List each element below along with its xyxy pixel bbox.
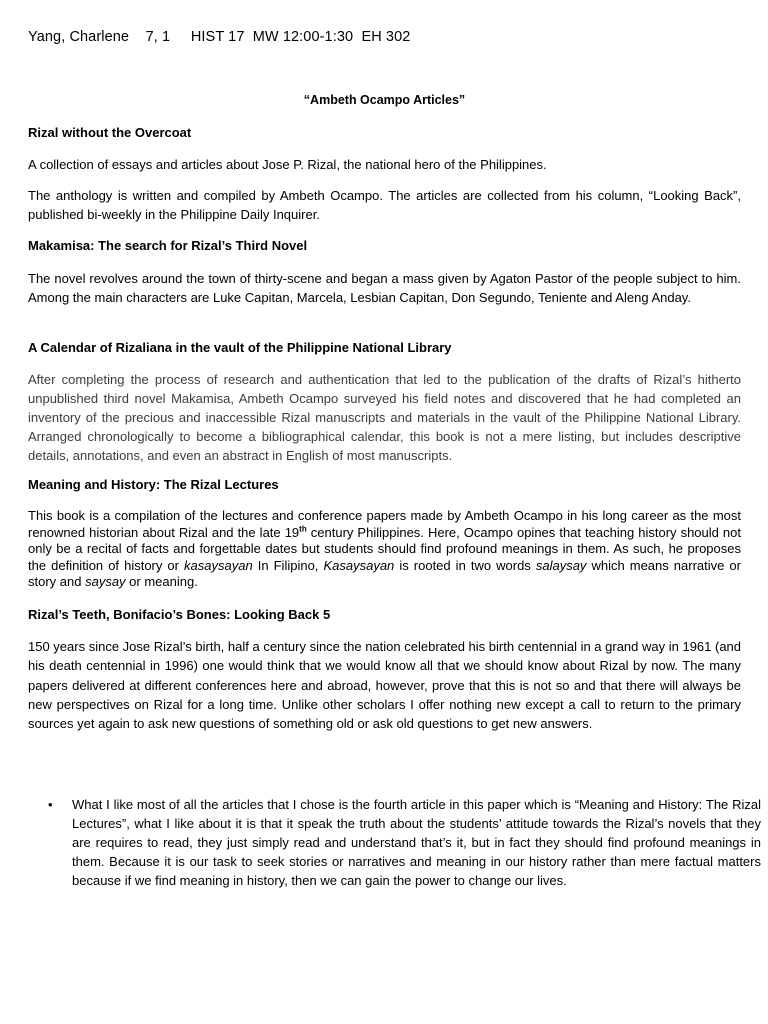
section-heading: Makamisa: The search for Rizal’s Third Novel — [28, 238, 308, 253]
superscript: th — [299, 524, 307, 534]
section-paragraph: 150 years since Jose Rizal’s birth, half a century since the nation celebrated his birth centennial in a grand way in 1961 (and his death centennial in 1996) one would think that we would know all that we should know about Rizal by now. The many papers delivered at different conferences here and abroad, however, prove that this is not so and that there will always be new perspectives on Rizal for a long time. Unlike other scholars I offer nothing new except a call to return to the primary sources yet again to ask new questions of something old or ask old questions to get new answers. — [28, 639, 742, 732]
italic-term: saysay — [85, 574, 126, 590]
student-name: Yang, Charlene — [28, 29, 130, 45]
course-code: HIST 17 — [190, 29, 245, 45]
section-heading: Rizal’s Teeth, Bonifacio’s Bones: Looking Back 5 — [28, 607, 331, 622]
bullet-text: What I like most of all the articles that I chose is the fourth article in this paper which is “Meaning and History: The Rizal Lectures”, what I like about it is that it speak the truth about the students’ attitude towards the Rizal’s novels that they are requires to read, they just simply read and understand that’s it, but in fact they should find profound meanings in them. Because it is our task to seek stories or narratives and meaning in our history rather than mere factual matters because if we find meaning in history, then we can gain the power to change our lives. — [72, 797, 761, 888]
section-paragraph: A collection of essays and articles about Jose P. Rizal, the national hero of the Philippines. — [28, 157, 547, 172]
section-paragraph: The novel revolves around the town of thirty-scene and began a mass given by Agaton Pastor of the people subject to him. Among the main characters are Luke Capitan, Marcela, Lesbian Capitan, Don Segundo, Teniente and Aleng Anday. — [28, 271, 741, 305]
text-run: which means narrative or story and — [28, 557, 741, 590]
section-paragraph — [28, 508, 741, 591]
bullet-icon: • — [48, 797, 53, 812]
text-run: or meaning. — [125, 574, 198, 590]
class-schedule: MW 12:00-1:30 — [252, 29, 354, 45]
section-paragraph: After completing the process of research and authentication that led to the publication of the drafts of Rizal’s hitherto unpublished third novel Makamisa, Ambeth Ocampo surveyed his field notes and discovered that he had completed an inventory of the precious and inaccessible Rizal manuscripts and materials in the vault of the Philippine National Library. Arranged chronologically to become a bibliographical calendar, this book is not a mere listing, but includes descriptive details, annotations, and even an abstract in English of most manuscripts. — [28, 372, 741, 463]
text-run: In Filipino, — [252, 557, 324, 573]
section-paragraph: The anthology is written and compiled by Ambeth Ocampo. The articles are collected from his column, “Looking Back”, published bi-weekly in the Philippine Daily Inquirer. — [28, 188, 741, 222]
italic-term: salaysay — [535, 557, 587, 573]
text-run: is rooted in two words — [394, 557, 536, 573]
class-room: EH 302 — [361, 29, 411, 45]
text-run: century Philippines. Here, Ocampo opines that teaching history should not only be a recital of facts and forgettable dates but students should find profound meanings in them. As such, he proposes the definition of history or — [28, 524, 742, 573]
student-header — [28, 29, 410, 45]
student-numbers: 7, 1 — [145, 29, 171, 45]
document-title: “Ambeth Ocampo Articles” — [303, 93, 466, 107]
italic-term: kasaysayan — [184, 557, 253, 573]
italic-term: Kasaysayan — [323, 557, 395, 573]
text-run: This book is a compilation of the lectures and conference papers made by Ambeth Ocampo in his long career as the most renowned historian about Rizal and the late 19 — [28, 508, 741, 540]
section-heading: Meaning and History: The Rizal Lectures — [28, 477, 279, 492]
section-heading: Rizal without the Overcoat — [28, 125, 192, 140]
section-heading: A Calendar of Rizaliana in the vault of the Philippine National Library — [28, 340, 452, 355]
